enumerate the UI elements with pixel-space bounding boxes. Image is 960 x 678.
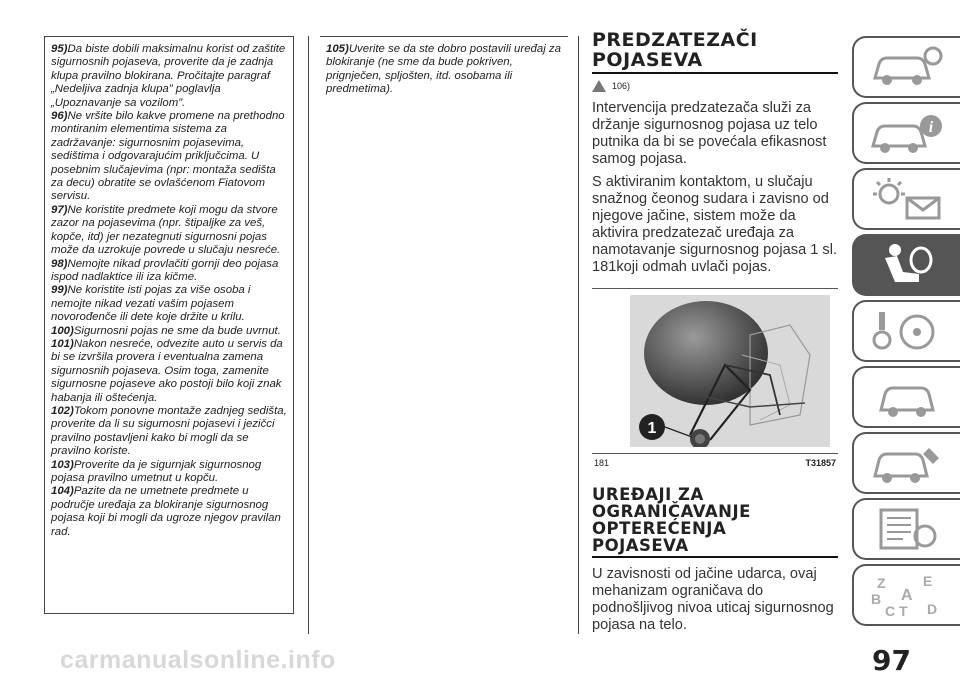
warning-note-text: Pazite da ne umetnete predmete u područje uređaja za blokiranje sigurnosnog pojasa koji bi mogli da ugroze njegov pravilan rad. <box>51 485 281 538</box>
warning-note-number: 104) <box>51 485 74 498</box>
figure-caption <box>592 454 838 472</box>
warning-note <box>51 258 287 285</box>
warning-note-text: Ne koristite predmete koji mogu da stvore zazor na pojasevima (npr. štipaljke za veš, kopče, itd) jer nezategnuti sigurnosni pojas može da uzrokuje povrede u slučaju nesreće. <box>51 203 281 257</box>
warning-note-text: Ne koristite isti pojas za više osoba i nemojte nikad vezati vašim pojasem novorođenče ili dete koje držite u krilu. <box>51 284 251 324</box>
warning-note-text: Sigurnosni pojas ne sme da bude uvrnut. <box>73 324 281 337</box>
section-title-line: UREĐAJI ZA <box>592 485 704 504</box>
figure-callout: 1 <box>647 420 657 437</box>
warning-note-number: 98) <box>51 257 68 270</box>
warning-note <box>51 284 287 324</box>
warning-triangle-icon <box>592 80 606 92</box>
warning-note-number: 103) <box>51 458 74 471</box>
car-maintenance-icon <box>867 440 947 486</box>
warning-note-number: 97) <box>51 203 68 216</box>
warning-note-text: Ne vršite bilo kakve promene na prethodno montiranim elementima sistema za zadržavanje: sigurnosnim pojasevima, sedištima i odgovarajućim priključcima. U posebnim slučajevima (npr: montaža sedišta za decu) obratite se ovlašćenom Fiatovom servisu. <box>51 110 285 203</box>
warning-note-number: 99) <box>51 284 68 297</box>
warning-note-number: 101) <box>51 337 74 350</box>
warnings-list <box>51 43 287 539</box>
figure-top-rule <box>592 288 838 289</box>
warning-note-text: Proverite da je sigurnjak sigurnosnog pojasa pravilno umetnut u kopču. <box>51 458 262 484</box>
section-title-pretensioners <box>592 30 838 70</box>
index-letter: E <box>923 573 933 589</box>
warning-note-text: Nemojte nikad provlačiti gornji deo pojasa ispod nadlaktice ili iza kičme. <box>51 257 279 283</box>
tab-technical-specifications[interactable] <box>852 498 960 560</box>
car-info-icon <box>867 44 947 90</box>
paragraph: Intervencija predzatezača služi za držanje sigurnosnog pojasa uz telo putnika da bi se povećala efikasnost samog pojasa. <box>592 100 827 167</box>
section-title-load-limiters <box>592 486 838 554</box>
index-letter: D <box>927 601 938 617</box>
seat-airbag-icon <box>867 242 947 288</box>
warnings-box-left <box>44 36 294 614</box>
warnings-box-middle <box>320 36 568 106</box>
warning-note <box>51 204 287 258</box>
warning-note <box>51 325 287 338</box>
dashboard-warning-icon <box>867 176 947 222</box>
warning-note-number: 96) <box>51 110 68 123</box>
tab-starting-and-driving[interactable] <box>852 300 960 362</box>
warning-reference-number: 106) <box>612 81 631 91</box>
tab-knowing-the-car[interactable] <box>852 36 960 98</box>
index-letter: C <box>885 603 896 618</box>
svg-text:i: i <box>928 119 934 136</box>
car-i-icon <box>867 110 947 156</box>
warning-note <box>51 110 287 204</box>
column-divider-left <box>308 36 309 634</box>
index-letter: Z <box>877 575 886 591</box>
paragraph: S aktiviranim kontaktom, u slučaju snažnog čeonog sudara i zavisno od njegove jačine, sistem može da aktivira predzatezač uređaja za namotavanje sigurnosnog pojasa 1 sl. 181koji odmah uvlači pojas. <box>592 174 838 275</box>
warning-note-text: Nakon nesreće, odvezite auto u servis da bi se izvršila provera i eventualna zamena sigurnosnih pojaseva. Osim toga, zamenite sigurnosne pojaseve ako postoji bilo koji znak habanja ili oštećenja. <box>51 337 283 404</box>
figure-code: T31857 <box>805 458 836 468</box>
paragraph: U zavisnosti od jačine udarca, ovaj mehanizam ograničava do podnošljivog nivoa uticaj sigurnosnog pojasa na telo. <box>592 566 834 633</box>
warning-note <box>51 338 287 405</box>
tab-lights-and-messages[interactable] <box>852 168 960 230</box>
section-title-line: OPTEREĆENJA <box>592 519 727 538</box>
index-letter: T <box>899 603 908 618</box>
section-title-line: POJASEVA <box>592 536 689 555</box>
index-letter: B <box>871 591 882 607</box>
warning-note <box>51 43 287 110</box>
warning-note-number: 105) <box>326 43 349 55</box>
warning-note-text: Da biste dobili maksimalnu korist od zaštite sigurnosnih pojaseva, proverite da je zadnja klupa pravilno blokirana. Pročitajte paragraf „Nedeljiva zadnja klupa” poglavlja „Upoznavanje sa vozilom”. <box>51 43 286 109</box>
warning-note-text: Tokom ponovne montaže zadnjeg sedišta, proverite da li su sigurnosni pojasevi i jezičci pravilno postavljeni kako bi mogli da se pravilno koriste. <box>51 404 287 458</box>
title-underline <box>592 72 838 74</box>
warning-note-number: 100) <box>51 324 74 337</box>
warning-note <box>51 485 287 539</box>
tab-getting-to-know-dashboard[interactable] <box>852 102 960 164</box>
watermark: carmanualsonline.info <box>60 646 336 674</box>
warning-note-number: 102) <box>51 404 74 417</box>
content-column <box>592 30 838 640</box>
warning-note <box>51 405 287 459</box>
tab-index[interactable] <box>852 564 960 626</box>
title-underline <box>592 556 838 558</box>
seatbelt-pretensioner-illustration <box>630 295 830 447</box>
column-divider-right <box>578 36 579 634</box>
specifications-list-icon <box>867 506 947 552</box>
tab-safety[interactable] <box>852 234 960 296</box>
section-title-line: POJASEVA <box>592 49 703 71</box>
warning-note <box>326 43 562 97</box>
warning-note <box>51 459 287 486</box>
figure-seatbelt-pretensioner <box>630 295 830 447</box>
warning-reference <box>592 80 838 92</box>
figure-number: 181 <box>594 458 610 468</box>
alphabetical-index-icon <box>867 572 947 618</box>
tab-servicing-and-care[interactable] <box>852 432 960 494</box>
warning-note-text: Uverite se da ste dobro postavili uređaj za blokiranje (ne sme da bude pokriven, prignječen, spljošten, itd. osobama ili predmetima). <box>326 43 561 96</box>
section-title-line: PREDZATEZAČI <box>592 29 758 51</box>
steering-wheel-key-icon <box>867 308 947 354</box>
section-title-line: OGRANIČAVANJE <box>592 502 751 521</box>
page-number: 97 <box>872 644 911 677</box>
tab-in-an-emergency[interactable] <box>852 366 960 428</box>
warning-note-number: 95) <box>51 43 68 55</box>
index-letter: A <box>901 587 913 604</box>
car-breakdown-icon <box>867 374 947 420</box>
